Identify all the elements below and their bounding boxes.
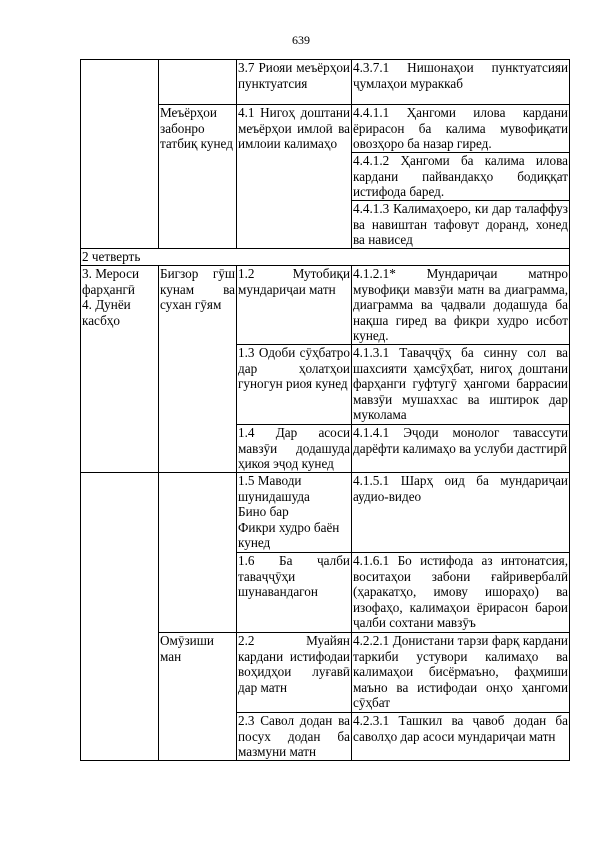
table-cell: Бигзор гӯш кунам ва сухан гӯям xyxy=(159,266,237,473)
table-cell: Меъёрҳои забонро татбиқ кунед xyxy=(159,105,237,249)
curriculum-table xyxy=(80,59,570,761)
table-cell: 4.1.6.1 Бо истифода аз интонатсия, воситаҳои забони ғайривербалӣ (ҳаракатҳо, имову ишораҳо) ва изофаҳо, калимаҳои ёрирасон барои ҷалби сохтани мавзӯъ xyxy=(352,553,570,633)
table-cell: 1.5 Маводи шунидашуда Бино бар Фикри худро баён кунед xyxy=(237,473,352,553)
table-cell: 1.6 Ба ҷалби таваҷҷӯҳи шунавандагон xyxy=(237,553,352,633)
table-row xyxy=(81,60,570,105)
table-cell xyxy=(159,473,237,633)
table-cell: 4.1.4.1 Эҷоди монолог тавассути дарёфти калимаҳо ва услуби дастгирӣ xyxy=(352,425,570,473)
quarter-row xyxy=(81,249,570,266)
table-cell xyxy=(159,60,237,105)
table-cell: 4.1.3.1 Таваҷҷӯҳ ба синну сол ва шахсияти ҳамсӯҳбат, нигоҳ доштани фарҳанги гуфтугӯ ҳангоми баррасии мавзӯи мушаххас ва иштирок дар муколама xyxy=(352,345,570,425)
table-cell: Омӯзиши ман xyxy=(159,633,237,761)
table-cell: 4.1.5.1 Шарҳ оид ба мундариҷаи аудио-видео xyxy=(352,473,570,553)
table-row xyxy=(81,266,570,345)
table-cell xyxy=(81,60,159,249)
table-cell: 3. Мероси фарҳангӣ 4. Дунёи касбҳо xyxy=(81,266,159,473)
table-cell: 4.4.1.1 Ҳангоми илова кардани ёрирасон ба калима мувофиқати овозҳоро ба назар гиред. xyxy=(353,105,568,151)
table-cell: 2.2 Муайян кардани истифодаи воҳидҳои луғавӣ дар матн xyxy=(237,633,352,713)
table-cell: 2.3 Савол додан ва посух додан ба мазмуни матн xyxy=(238,713,350,759)
quarter-label: 2 четверть xyxy=(81,249,570,266)
table-cell: 1.3 Одоби сӯҳбатро дар ҳолатҳои гуногун риоя кунед xyxy=(237,345,352,425)
table-cell: 4.2.2.1 Донистани тарзи фарқ кардани таркиби устувори калимаҳо ва калимаҳои бисёрмаъно, фаҳмиши маъно ва истифодаи онҳо ҳангоми сӯҳбат xyxy=(352,633,570,713)
table-cell: 4.1.2.1* Мундариҷаи матнро мувофиқи мавзӯи матн ва диаграмма, диаграмма ва ҷадвали додашуда ба нақша гиред ва фикри худро исбот кунед. xyxy=(353,266,568,343)
table-cell: 1.2 Мутобиқи мундариҷаи матн xyxy=(237,266,352,345)
table-cell xyxy=(81,473,159,761)
table-cell: 4.3.7.1 Нишонаҳои пунктуатсияи ҷумлаҳои мураккаб xyxy=(352,60,570,105)
table-cell: 4.2.3.1 Ташкил ва ҷавоб додан ба саволҳо дар асоси мундариҷаи матн xyxy=(352,713,570,761)
page-number: 639 xyxy=(292,33,310,47)
table-cell: 3.7 Риояи меъёрҳои пунктуатсия xyxy=(237,60,352,105)
table-cell: 4.1 Нигоҳ доштани меъёрҳои имлоӣ ва имлоии калимаҳо xyxy=(237,105,352,249)
table-row xyxy=(81,473,570,553)
table-cell: 4.4.1.2 Ҳангоми ба калима илова кардани пайвандакҳо бодиққат истифода баред. xyxy=(353,153,568,199)
table-cell: 4.4.1.3 Калимаҳоеро, ки дар талаффуз ва навиштан тафовут доранд, хонед ва нависед xyxy=(353,201,568,247)
table-cell: 1.4 Дар асоси мавзӯи додашуда ҳикоя эҷод кунед xyxy=(238,425,350,471)
